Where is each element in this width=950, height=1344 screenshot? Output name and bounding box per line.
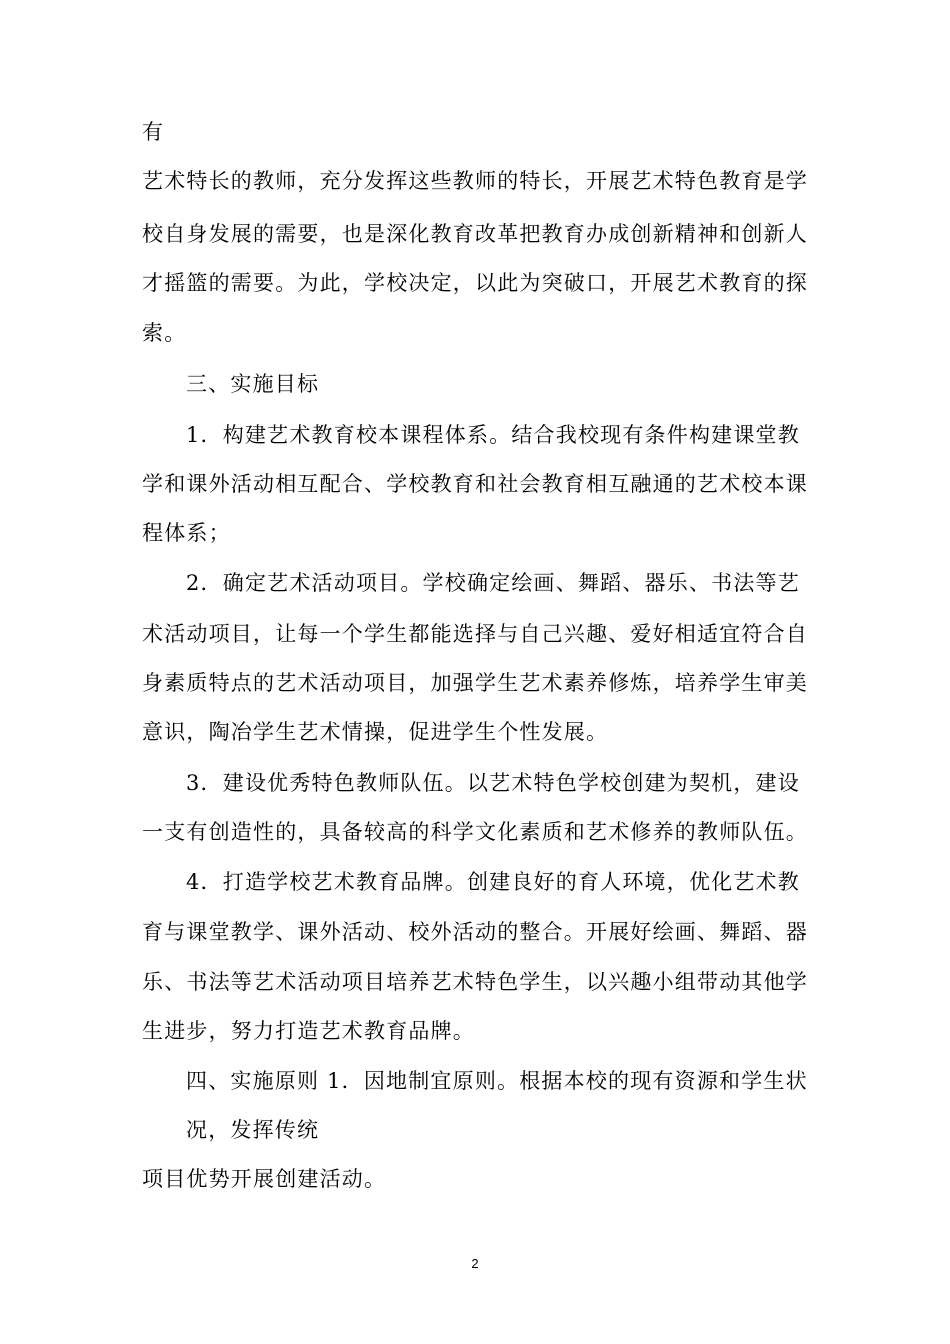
text-line: 索。 bbox=[142, 321, 187, 345]
page-number: 2 bbox=[471, 1256, 479, 1271]
text-line: 1．构建艺术教育校本课程体系。结合我校现有条件构建课堂教 bbox=[186, 423, 800, 447]
text-line: 一支有创造性的，具备较高的科学文化素质和艺术修养的教师队伍。 bbox=[142, 820, 808, 844]
text-line: 育与课堂教学、课外活动、校外活动的整合。开展好绘画、舞蹈、器 bbox=[142, 920, 808, 944]
text-line: 况，发挥传统 bbox=[186, 1118, 320, 1142]
text-line: 有 bbox=[142, 120, 165, 144]
text-line: 校自身发展的需要，也是深化教育改革把教育办成创新精神和创新人 bbox=[142, 222, 808, 246]
text-line: 术活动项目，让每一个学生都能选择与自己兴趣、爱好相适宜符合自 bbox=[142, 622, 808, 646]
text-line: 意识，陶冶学生艺术情操，促进学生个性发展。 bbox=[142, 720, 609, 744]
text-line: 身素质特点的艺术活动项目，加强学生艺术素养修炼，培养学生审美 bbox=[142, 671, 808, 695]
text-line: 生进步，努力打造艺术教育品牌。 bbox=[142, 1019, 475, 1043]
text-line: 程体系； bbox=[142, 521, 231, 545]
text-line: 才摇篮的需要。为此，学校决定，以此为突破口，开展艺术教育的探 bbox=[142, 271, 808, 295]
text-line: 3．建设优秀特色教师队伍。以艺术特色学校创建为契机，建设 bbox=[186, 771, 800, 795]
text-line: 学和课外活动相互配合、学校教育和社会教育相互融通的艺术校本课 bbox=[142, 472, 808, 496]
text-line: 4．打造学校艺术教育品牌。创建良好的育人环境，优化艺术教 bbox=[186, 870, 800, 894]
text-line: 项目优势开展创建活动。 bbox=[142, 1167, 387, 1191]
section-heading-implementation-principles: 四、实施原则 1．因地制宜原则。根据本校的现有资源和学生状 bbox=[186, 1069, 808, 1093]
text-line: 乐、书法等艺术活动项目培养艺术特色学生，以兴趣小组带动其他学 bbox=[142, 970, 808, 994]
text-line: 2．确定艺术活动项目。学校确定绘画、舞蹈、器乐、书法等艺 bbox=[186, 571, 800, 595]
section-heading-implementation-goals: 三、实施目标 bbox=[186, 372, 320, 396]
text-line: 艺术特长的教师，充分发挥这些教师的特长，开展艺术特色教育是学 bbox=[142, 169, 808, 193]
